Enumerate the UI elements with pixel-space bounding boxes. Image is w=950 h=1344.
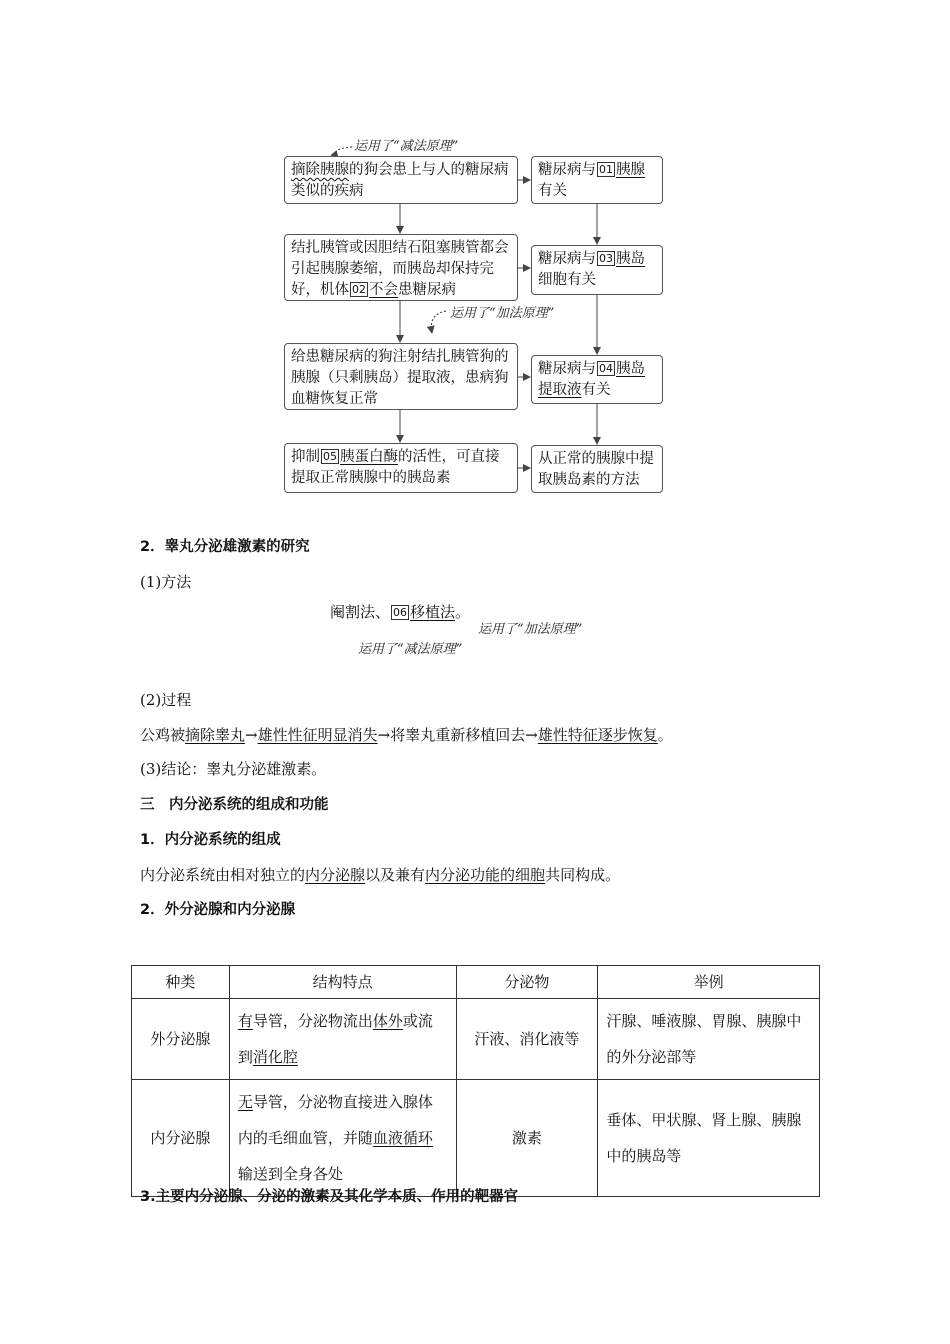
box-text: 患糖尿病 xyxy=(398,282,456,298)
box-text: 糖尿病与 xyxy=(538,251,596,267)
cell-secretion: 激素 xyxy=(456,1080,598,1197)
cell-text: 导管，分泌物流出 xyxy=(252,1012,373,1030)
answer-text: 雄性特征逐步恢复 xyxy=(537,726,658,744)
answer-number: 01 xyxy=(599,163,613,176)
method-heading: (1)方法 xyxy=(140,573,192,591)
section-heading-testis: 2．睾丸分泌雄激素的研究 xyxy=(140,539,310,555)
answer-text: 胰腺 xyxy=(616,162,645,178)
flow-box-inject-extract xyxy=(284,343,518,410)
flow-box-extract-related xyxy=(531,355,663,404)
answer-text: 摘除睾丸 xyxy=(185,726,246,744)
header-example: 举例 xyxy=(598,966,820,999)
box-text: 有关 xyxy=(581,382,611,398)
method-text: 。 xyxy=(455,603,471,621)
header-structure: 结构特点 xyxy=(229,966,456,999)
glands-table xyxy=(131,965,820,1197)
answer-text: 不会 xyxy=(369,282,398,298)
flow-box-remove-pancreas xyxy=(284,156,518,204)
answer-text: 移植法 xyxy=(410,603,456,621)
box-text: 有关 xyxy=(538,183,567,199)
answer-number: 02 xyxy=(352,283,366,296)
flow-box-islet-related xyxy=(531,245,663,295)
cell-structure xyxy=(229,1080,456,1197)
answer-text: 胰蛋白酶 xyxy=(340,449,398,465)
box-text: 抑制 xyxy=(291,449,320,465)
box-text: 结扎胰管或因胆结石阻塞胰管都会引起胰腺萎缩，而胰岛却保持完好，机体 xyxy=(291,240,509,298)
process-text: →将睾丸重新移植回去→ xyxy=(377,726,538,744)
method-line xyxy=(330,601,470,622)
table-header-row xyxy=(132,966,820,999)
answer-number: 05 xyxy=(323,450,337,463)
answer-text: 无 xyxy=(237,1093,253,1111)
cell-text: 或流到 xyxy=(237,1012,433,1066)
cell-text: 输送到全身各处 xyxy=(237,1165,343,1183)
addition-principle-note: 运用了“加法原理” xyxy=(450,306,555,321)
flow-box-ligate-duct xyxy=(284,234,518,301)
process-line xyxy=(140,724,673,746)
answer-text: 胰岛 xyxy=(616,251,645,267)
body-text: 以及兼有 xyxy=(365,866,426,884)
flow-box-inhibit-trypsin xyxy=(284,443,518,493)
cell-text: 导管，分泌物直接进入腺体内的毛细血管，并随 xyxy=(237,1093,433,1147)
answer-text: 消化腔 xyxy=(252,1048,298,1066)
answer-number: 03 xyxy=(599,252,613,265)
answer-text: 体外 xyxy=(372,1012,403,1030)
body-text: 共同构成。 xyxy=(545,866,621,884)
cell-type: 内分泌腺 xyxy=(132,1080,230,1197)
box-text: 细胞有关 xyxy=(538,272,596,288)
header-type: 种类 xyxy=(132,966,230,999)
flow-box-pancreas-related xyxy=(531,156,663,204)
answer-text: 内分泌功能的细胞 xyxy=(425,866,546,884)
box-text: 给患糖尿病的狗注射结扎胰管狗的胰腺（只剩胰岛）提取液，患病狗血糖恢复正常 xyxy=(291,349,509,407)
table-row xyxy=(132,999,820,1080)
answer-text: 内分泌腺 xyxy=(305,866,366,884)
answer-text: 胰岛提取液 xyxy=(538,361,645,398)
process-text: 公鸡被 xyxy=(140,726,186,744)
box-text: 糖尿病与 xyxy=(538,162,596,178)
cell-secretion: 汗液、消化液等 xyxy=(456,999,598,1080)
box-text: 糖尿病与 xyxy=(538,361,596,377)
cell-structure xyxy=(229,999,456,1080)
sub-heading-composition: 1．内分泌系统的组成 xyxy=(140,832,281,848)
box-text: 的狗会患上与人的糖尿病类似的疾病 xyxy=(291,162,509,199)
process-text: 。 xyxy=(657,726,673,744)
cell-example: 汗腺、唾液腺、胃腺、胰腺中的外分泌部等 xyxy=(598,999,820,1080)
composition-text xyxy=(140,864,620,886)
body-text: 内分泌系统由相对独立的 xyxy=(140,866,306,884)
answer-text: 有 xyxy=(237,1012,253,1030)
flow-box-insulin-method xyxy=(531,445,663,493)
answer-number: 06 xyxy=(393,606,408,619)
method-text: 阉割法、 xyxy=(330,603,391,621)
subtraction-principle-note: 运用了“减法原理” xyxy=(358,642,463,657)
answer-text: 血液循环 xyxy=(372,1129,433,1147)
addition-principle-note: 运用了“加法原理” xyxy=(478,622,583,637)
cell-type: 外分泌腺 xyxy=(132,999,230,1080)
box-text: 从正常的胰腺中提取胰岛素的方法 xyxy=(538,451,654,488)
subtraction-principle-note: 运用了“减法原理” xyxy=(354,139,459,154)
box-text: 的活性，可直接提取正常胰腺中的胰岛素 xyxy=(291,449,500,486)
header-secretion: 分泌物 xyxy=(456,966,598,999)
section-heading-endocrine: 三 内分泌系统的组成和功能 xyxy=(140,797,329,813)
answer-number: 04 xyxy=(599,362,613,375)
sub-heading-main-glands: 3.主要内分泌腺、分泌的激素及其化学本质、作用的靶器官 xyxy=(140,1189,519,1205)
sub-heading-glands: 2．外分泌腺和内分泌腺 xyxy=(140,902,296,918)
answer-text: 雄性性征明显消失 xyxy=(257,726,378,744)
arrow-text: → xyxy=(245,726,258,744)
process-heading: (2)过程 xyxy=(140,691,192,709)
wavy-text: 摘除胰腺 xyxy=(291,162,349,178)
cell-example: 垂体、甲状腺、肾上腺、胰腺中的胰岛等 xyxy=(598,1080,820,1197)
conclusion: (3)结论：睾丸分泌雄激素。 xyxy=(140,760,327,778)
table-row xyxy=(132,1080,820,1197)
